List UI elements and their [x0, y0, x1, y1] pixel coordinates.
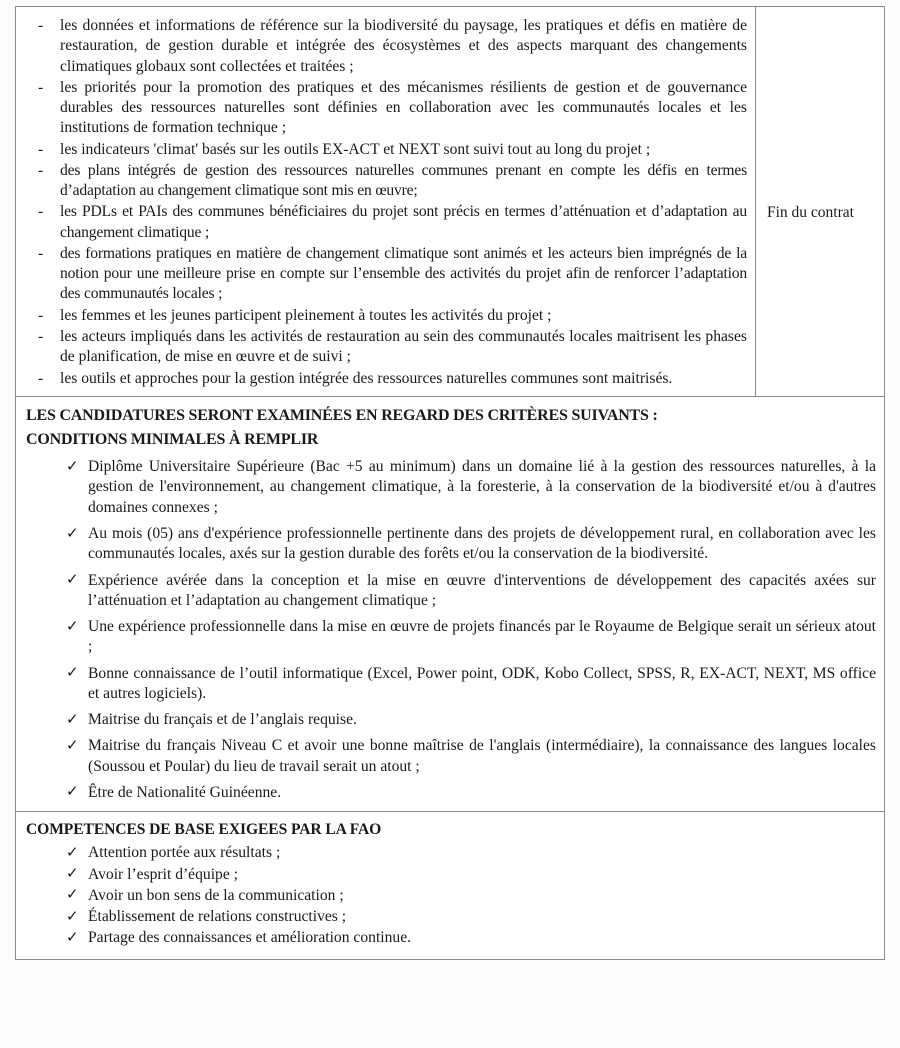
list-item: ✓ Bonne connaissance de l’outil informatique (Excel, Power point, ODK, Kobo Collect, SPSS, R, EX-ACT, NEXT, MS office et autres logiciels).: [24, 664, 876, 705]
list-item: ✓ Être de Nationalité Guinéenne.: [24, 783, 876, 803]
deliverables-cell: [16, 7, 756, 396]
deliverables-list: [24, 16, 747, 389]
criteria-heading-main: LES CANDIDATURES SERONT EXAMINÉES EN REGARD DES CRITÈRES SUIVANTS :: [26, 406, 658, 424]
deliverables-section: [16, 7, 884, 397]
list-item: ✓ Maitrise du français Niveau C et avoir une bonne maîtrise de l'anglais (intermédiaire), la connaissance des langues locales (Soussou et Poular) du lieu de travail serait un atout ;: [24, 736, 876, 777]
list-item: ✓ Une expérience professionnelle dans la mise en œuvre de projets financés par le Royaume de Belgique serait un sérieux atout ;: [24, 617, 876, 658]
list-item: - les données et informations de référence sur la biodiversité du paysage, les pratiques et défis en matière de restauration, de gestion durable et intégrée des écosystèmes et des aspects marquant des changements climatiques globaux sont collectées et traitées ;: [24, 16, 747, 77]
list-item: ✓ Partage des connaissances et amélioration continue.: [24, 928, 876, 948]
list-item: ✓ Maitrise du français et de l’anglais requise.: [24, 710, 876, 730]
criteria-section: [16, 397, 884, 812]
list-item: ✓ Expérience avérée dans la conception et la mise en œuvre d'interventions de développement des capacités axées sur l’atténuation et l’adaptation au changement climatique ;: [24, 571, 876, 612]
list-item: - les priorités pour la promotion des pratiques et des mécanismes résilients de gestion et de gouvernance durables des ressources naturelles sont définies en collaboration avec les communautés locales et les institutions de formation technique ;: [24, 78, 747, 139]
list-item: ✓ Attention portée aux résultats ;: [24, 843, 876, 863]
list-item: - les PDLs et PAIs des communes bénéficiaires du projet sont précis en termes d’atténuation et d’adaptation au changement climatique ;: [24, 202, 747, 243]
document-table: [15, 6, 885, 960]
list-item: - des formations pratiques en matière de changement climatique sont animés et les acteurs bien imprégnés de la notion pour une meilleure prise en compte sur l’ensemble des activités du projet afin de renforcer l’adaptation des communautés locales ;: [24, 244, 747, 305]
contract-end-cell: [756, 7, 884, 396]
list-item: ✓ Avoir un bon sens de la communication ;: [24, 886, 876, 906]
criteria-list: [24, 457, 876, 803]
list-item: ✓ Avoir l’esprit d’équipe ;: [24, 865, 876, 885]
list-item: - des plans intégrés de gestion des ressources naturelles communes prenant en compte les défis en termes d’adaptation au changement climatique sont mis en œuvre;: [24, 161, 747, 202]
list-item: - les indicateurs 'climat' basés sur les outils EX-ACT et NEXT sont suivi tout au long du projet ;: [24, 140, 747, 160]
list-item: - les outils et approches pour la gestion intégrée des ressources naturelles communes sont maitrisés.: [24, 369, 747, 389]
criteria-heading-sub: CONDITIONS MINIMALES À REMPLIR: [26, 430, 319, 448]
list-item: - les acteurs impliqués dans les activités de restauration au sein des communautés locales maitrisent les phases de planification, de mise en œuvre et de suivi ;: [24, 327, 747, 368]
list-item: - les femmes et les jeunes participent pleinement à toutes les activités du projet ;: [24, 306, 747, 326]
competences-heading: COMPETENCES DE BASE EXIGEES PAR LA FAO: [26, 821, 382, 839]
list-item: ✓ Diplôme Universitaire Supérieure (Bac +5 au minimum) dans un domaine lié à la gestion des ressources naturelles, à la gestion de l'environnement, au changement climatique, à la foresterie, à la conservation de la biodiversité et/ou à d'autres domaines connexes ;: [24, 457, 876, 518]
contract-end-label: Fin du contrat: [767, 204, 854, 221]
list-item: ✓ Établissement de relations constructives ;: [24, 907, 876, 927]
competences-list: [24, 843, 876, 948]
list-item: ✓ Au mois (05) ans d'expérience professionnelle pertinente dans des projets de développement rural, en collaboration avec les communautés locales, axés sur la gestion durable des forêts et/ou la conservation de la biodiversité.: [24, 524, 876, 565]
competences-section: [16, 812, 884, 958]
